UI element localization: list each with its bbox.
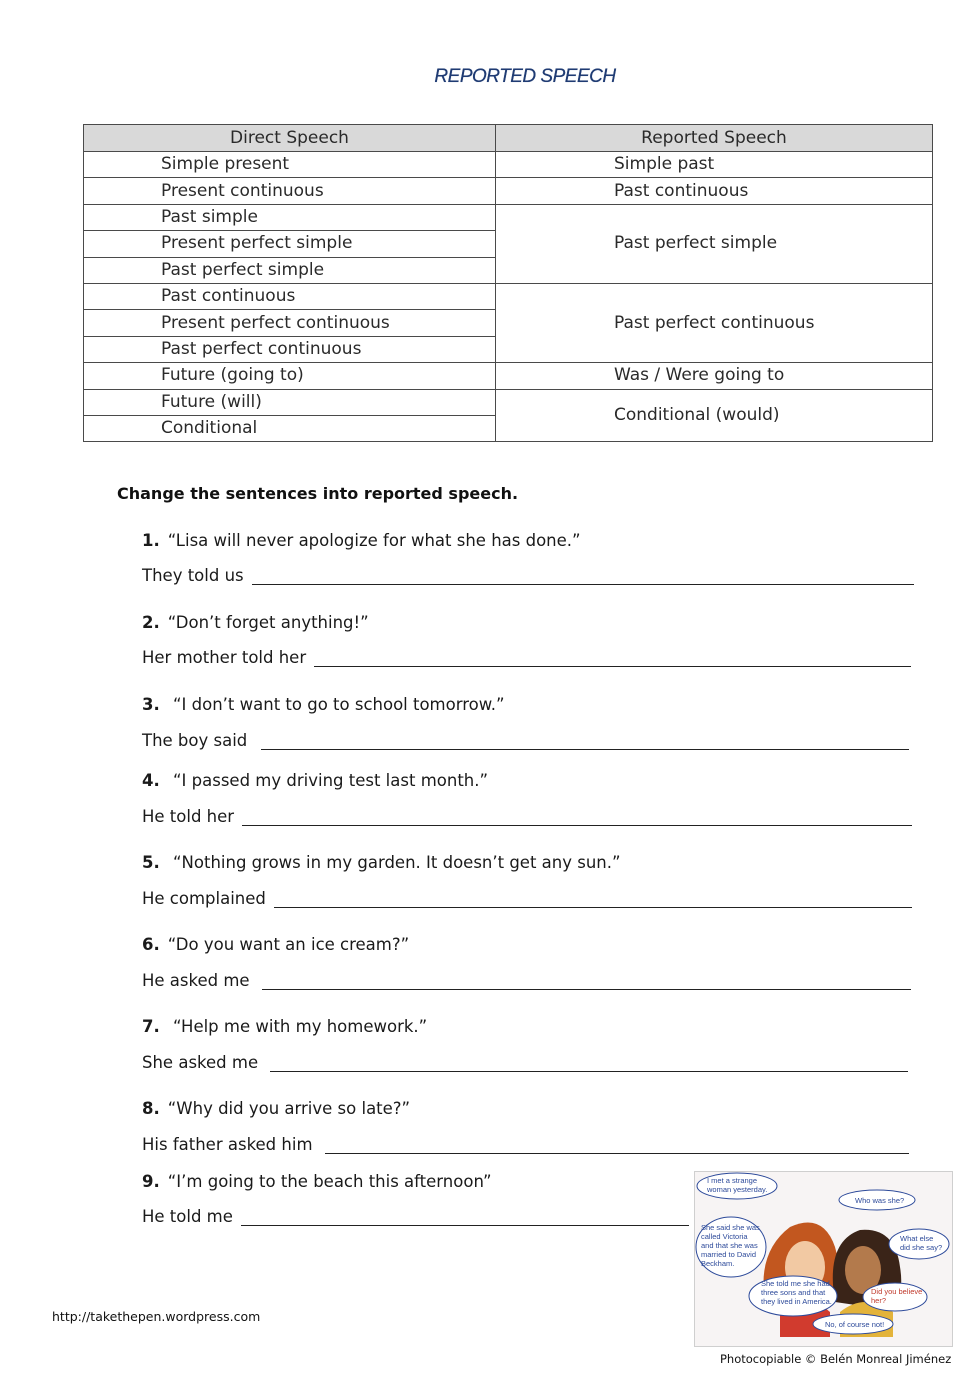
answer-line[interactable] (270, 1053, 908, 1072)
exercise-number: 7. (142, 1017, 160, 1036)
bubble-text: She told me she had (761, 1279, 830, 1288)
answer-row (142, 1207, 689, 1226)
bubble-text: married to David (701, 1250, 757, 1259)
direct-tense: Present perfect simple (84, 231, 496, 257)
exercise-number: 9. (142, 1172, 160, 1191)
answer-line[interactable] (261, 731, 909, 750)
reported-tense: Past continuous (496, 178, 933, 204)
table-row (84, 152, 933, 178)
exercise-number: 6. (142, 935, 160, 954)
exercise-number: 2. (142, 613, 160, 632)
answer-row (142, 731, 909, 750)
answer-prompt: Her mother told her (142, 648, 307, 667)
exercise-quote (142, 1099, 410, 1118)
exercise-number: 1. (142, 531, 160, 550)
exercise-quote (142, 771, 488, 790)
reported-tense: Simple past (496, 152, 933, 178)
direct-tense: Past simple (84, 204, 496, 230)
direct-tense: Past continuous (84, 283, 496, 309)
page-title: REPORTED SPEECH (434, 66, 616, 87)
cartoon-drawing (695, 1172, 952, 1346)
bubble-text: She said she was (701, 1223, 760, 1232)
quote-text: “Don’t forget anything!” (167, 613, 369, 632)
tense-table (83, 124, 933, 442)
answer-line[interactable] (241, 1207, 689, 1226)
bubble-text: Beckham. (701, 1259, 735, 1268)
bubble-text: No, of course not! (825, 1320, 885, 1329)
bubble-text: I met a strange (707, 1176, 758, 1185)
exercise-quote (142, 1017, 427, 1036)
exercise-quote (142, 695, 505, 714)
reported-tense: Was / Were going to (496, 363, 933, 389)
answer-prompt: They told us (142, 566, 244, 585)
bubble-text: did she say? (900, 1243, 943, 1252)
answer-prompt: She asked me (142, 1053, 259, 1072)
answer-prompt: His father asked him (142, 1135, 313, 1154)
reported-tense: Past perfect continuous (496, 283, 933, 362)
exercise-quote (142, 1172, 492, 1191)
quote-text: “Help me with my homework.” (167, 1017, 428, 1036)
table-row (84, 389, 933, 415)
quote-text: “I’m going to the beach this afternoon” (167, 1172, 492, 1191)
answer-row (142, 971, 911, 990)
header-direct-speech: Direct Speech (84, 125, 496, 152)
direct-tense: Present continuous (84, 178, 496, 204)
answer-prompt: The boy said (142, 731, 248, 750)
bubble-text: three sons and that (761, 1288, 826, 1297)
direct-tense: Future (will) (84, 389, 496, 415)
answer-line[interactable] (314, 648, 911, 667)
table-header-row (84, 125, 933, 152)
exercise-number: 8. (142, 1099, 160, 1118)
answer-prompt: He complained (142, 889, 266, 908)
bubble-text: What else (900, 1234, 934, 1243)
exercise-quote (142, 935, 409, 954)
table-row (84, 363, 933, 389)
footer-credit: Photocopiable © Belén Monreal Jiménez (720, 1352, 952, 1366)
bubble-text: her? (871, 1296, 887, 1305)
answer-line[interactable] (252, 566, 914, 585)
quote-text: “Do you want an ice cream?” (167, 935, 410, 954)
exercise-quote (142, 853, 621, 872)
direct-tense: Simple present (84, 152, 496, 178)
bubble-text: Who was she? (855, 1196, 905, 1205)
table-row (84, 204, 933, 230)
direct-tense: Future (going to) (84, 363, 496, 389)
answer-line[interactable] (262, 971, 911, 990)
bubble-text: woman yesterday. (707, 1185, 768, 1194)
exercise-number: 5. (142, 853, 160, 872)
answer-line[interactable] (242, 807, 912, 826)
footer-url[interactable]: http://takethepen.wordpress.com (52, 1309, 261, 1324)
bubble-text: they lived in America. (761, 1297, 832, 1306)
answer-line[interactable] (325, 1135, 909, 1154)
answer-row (142, 566, 914, 585)
quote-text: “I passed my driving test last month.” (167, 771, 489, 790)
exercise-number: 4. (142, 771, 160, 790)
cartoon-illustration (694, 1171, 953, 1347)
answer-line[interactable] (274, 889, 912, 908)
exercise-quote (142, 613, 369, 632)
quote-text: “Lisa will never apologize for what she has done.” (167, 531, 581, 550)
header-reported-speech: Reported Speech (496, 125, 933, 152)
direct-tense: Present perfect continuous (84, 310, 496, 336)
bubble-text: Did you believe (871, 1287, 923, 1296)
exercise-quote (142, 531, 581, 550)
direct-tense: Past perfect continuous (84, 336, 496, 362)
reported-tense: Conditional (would) (496, 389, 933, 442)
table-row (84, 283, 933, 309)
bubble-text: and that she was (701, 1241, 758, 1250)
instruction-text: Change the sentences into reported speech. (117, 484, 519, 503)
answer-row (142, 889, 912, 908)
quote-text: “I don’t want to go to school tomorrow.” (167, 695, 505, 714)
answer-row (142, 648, 911, 667)
table-row (84, 178, 933, 204)
bubble-text: called Victoria (701, 1232, 748, 1241)
direct-tense: Past perfect simple (84, 257, 496, 283)
answer-prompt: He told her (142, 807, 235, 826)
exercise-number: 3. (142, 695, 160, 714)
answer-prompt: He told me (142, 1207, 233, 1226)
direct-tense: Conditional (84, 415, 496, 441)
quote-text: “Why did you arrive so late?” (167, 1099, 411, 1118)
quote-text: “Nothing grows in my garden. It doesn’t get any sun.” (167, 853, 621, 872)
reported-tense: Past perfect simple (496, 204, 933, 283)
answer-row (142, 1053, 908, 1072)
answer-row (142, 1135, 909, 1154)
answer-row (142, 807, 912, 826)
answer-prompt: He asked me (142, 971, 250, 990)
